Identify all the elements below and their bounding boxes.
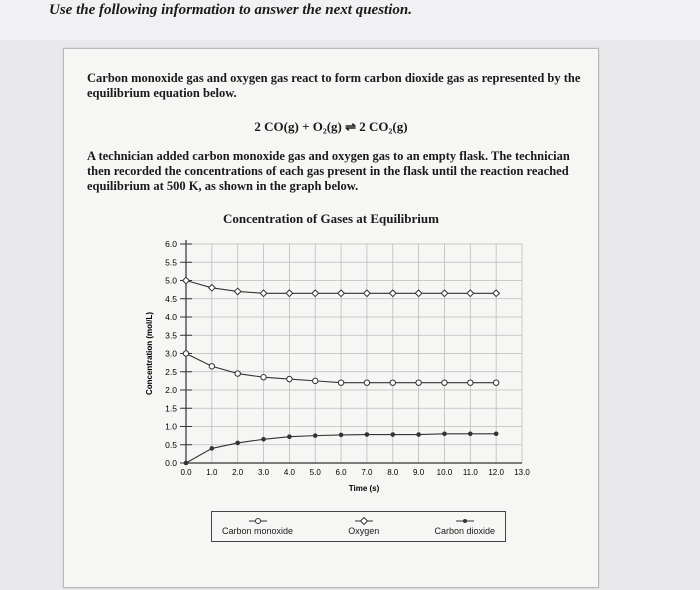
- legend-label-oxygen: Oxygen: [348, 526, 380, 536]
- data-point-carbon-dioxide: [313, 433, 318, 438]
- legend-item-carbon-monoxide: [222, 517, 293, 536]
- data-point-oxygen: [286, 290, 293, 297]
- data-point-carbon-monoxide: [338, 380, 343, 385]
- legend-label-carbon-dioxide: Carbon dioxide: [434, 526, 495, 536]
- y-tick-label: 5.0: [165, 275, 177, 286]
- x-tick-label: 8.0: [387, 468, 399, 477]
- y-tick-label: 0.0: [165, 458, 177, 468]
- data-point-carbon-dioxide: [442, 432, 447, 437]
- x-tick-label: 7.0: [361, 468, 373, 477]
- data-point-oxygen: [389, 290, 396, 297]
- y-tick-label: 3.0: [165, 348, 177, 359]
- x-tick-label: 6.0: [335, 468, 347, 477]
- x-tick-label: 12.0: [488, 468, 504, 477]
- data-point-carbon-monoxide: [235, 371, 240, 376]
- data-point-carbon-dioxide: [184, 461, 189, 466]
- data-point-carbon-monoxide: [390, 380, 395, 385]
- data-point-carbon-monoxide: [183, 351, 188, 356]
- x-tick-label: 11.0: [462, 468, 478, 477]
- y-tick-label: 2.0: [165, 385, 177, 395]
- y-tick-label: 1.0: [165, 421, 177, 432]
- instruction-text: Use the following information to answer the next question.: [49, 2, 412, 18]
- x-tick-label: 3.0: [257, 468, 270, 477]
- legend-item-carbon-dioxide: [434, 517, 495, 536]
- data-point-carbon-dioxide: [235, 441, 240, 446]
- data-point-carbon-monoxide: [442, 380, 447, 385]
- data-point-oxygen: [183, 277, 190, 284]
- question-card: [63, 48, 599, 588]
- data-point-oxygen: [260, 290, 267, 297]
- x-tick-label: 5.0: [309, 468, 321, 477]
- chart-legend: [211, 511, 506, 542]
- legend-label-carbon-monoxide: Carbon monoxide: [222, 526, 294, 536]
- data-point-carbon-dioxide: [416, 432, 421, 437]
- data-point-carbon-dioxide: [261, 437, 266, 442]
- data-point-carbon-dioxide: [365, 432, 370, 437]
- x-tick-label: 10.0: [436, 468, 453, 477]
- open-circle-marker-icon: [249, 517, 267, 525]
- problem-paragraph-1: Carbon monoxide gas and oxygen gas react to form carbon dioxide gas as represented by the equilibrium equation below.: [87, 71, 581, 100]
- y-tick-label: 5.5: [165, 257, 177, 268]
- x-tick-label: 4.0: [283, 468, 295, 477]
- data-point-oxygen: [493, 290, 500, 297]
- y-tick-label: 2.5: [165, 366, 177, 377]
- data-point-carbon-monoxide: [209, 364, 214, 369]
- problem-paragraph-2: A technician added carbon monoxide gas and oxygen gas to an empty flask. The technician then recorded the concentrations of each gas present in the flask until the reaction reached equilibrium at 500 K, as shown in the graph below.: [87, 149, 570, 193]
- data-point-oxygen: [415, 290, 422, 297]
- data-point-carbon-monoxide: [287, 376, 292, 381]
- data-point-oxygen: [234, 288, 241, 295]
- data-point-carbon-monoxide: [468, 380, 473, 385]
- equilibrium-equation: 2 CO(g) + O₂(g) ⇌ 2 CO₂(g): [254, 119, 408, 134]
- open-diamond-marker-icon: [355, 517, 373, 525]
- y-tick-label: 4.5: [165, 293, 177, 304]
- data-point-carbon-dioxide: [210, 446, 215, 451]
- y-tick-label: 4.0: [165, 312, 177, 322]
- data-point-oxygen: [364, 290, 371, 297]
- filled-dot-marker-icon: [456, 517, 474, 525]
- data-point-oxygen: [441, 290, 448, 297]
- concentration-chart: [64, 49, 598, 587]
- legend-item-oxygen: [348, 517, 379, 536]
- y-tick-label: 6.0: [165, 239, 177, 249]
- chart-title: Concentration of Gases at Equilibrium: [223, 211, 439, 226]
- x-tick-label: 13.0: [514, 468, 530, 477]
- data-point-carbon-monoxide: [364, 380, 369, 385]
- data-point-carbon-monoxide: [416, 380, 421, 385]
- x-tick-label: 1.0: [206, 468, 218, 477]
- data-point-carbon-monoxide: [261, 375, 266, 380]
- y-axis-label: Concentration (mol/L): [145, 311, 154, 396]
- data-point-carbon-monoxide: [493, 380, 498, 385]
- data-point-oxygen: [312, 290, 319, 297]
- data-point-oxygen: [338, 290, 345, 297]
- data-point-oxygen: [209, 285, 216, 292]
- x-axis-label: Time (s): [348, 484, 380, 493]
- data-point-carbon-dioxide: [339, 433, 344, 438]
- y-tick-label: 3.5: [165, 330, 177, 341]
- data-point-carbon-dioxide: [494, 432, 499, 437]
- data-point-oxygen: [467, 290, 474, 297]
- data-point-carbon-dioxide: [390, 432, 395, 437]
- y-tick-label: 1.5: [165, 403, 177, 414]
- x-tick-label: 2.0: [232, 468, 244, 477]
- page-header: [0, 0, 700, 40]
- x-tick-label: 9.0: [413, 468, 425, 477]
- data-point-carbon-monoxide: [313, 378, 318, 383]
- data-point-carbon-dioxide: [287, 434, 292, 439]
- x-tick-label: 0.0: [180, 468, 192, 477]
- data-point-carbon-dioxide: [468, 432, 473, 437]
- y-tick-label: 0.5: [165, 439, 177, 450]
